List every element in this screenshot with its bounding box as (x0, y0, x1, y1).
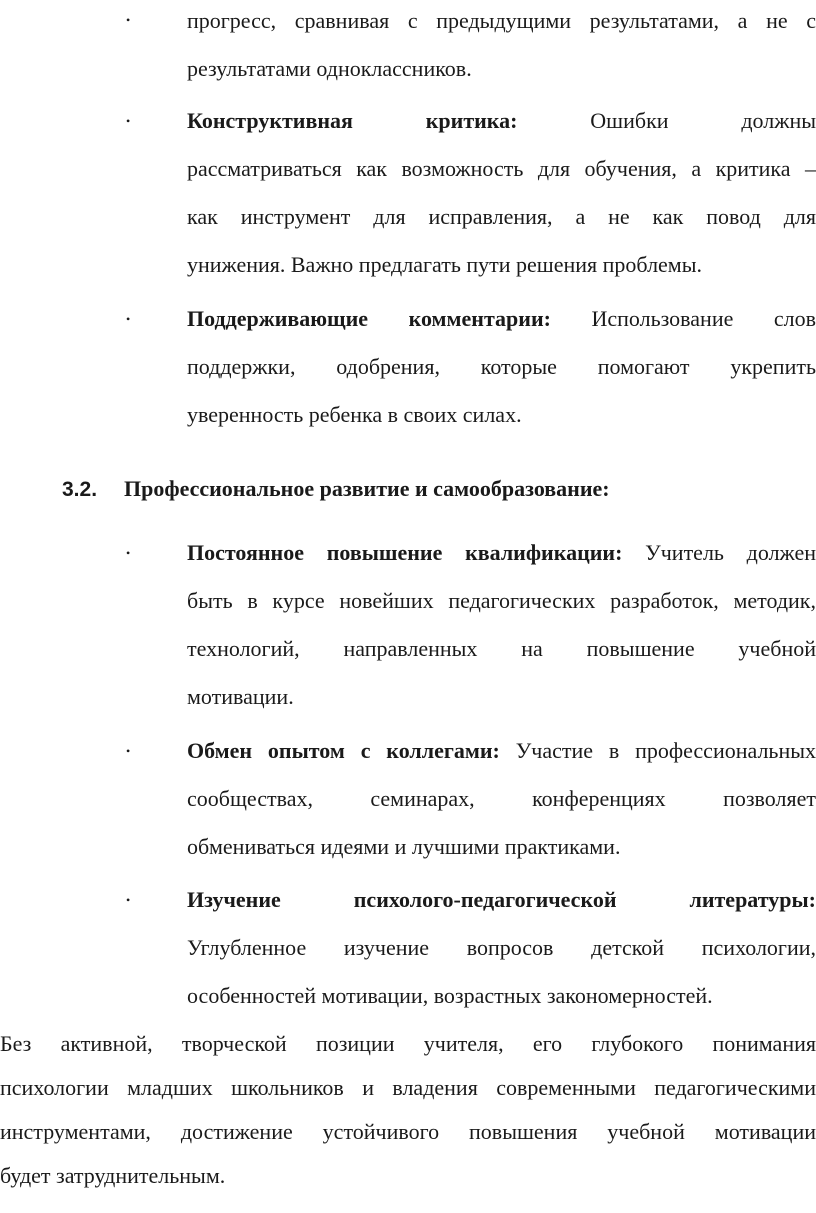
text-line: уверенность ребенка в своих силах. (187, 402, 522, 427)
text-line: прогресс, сравнивая с предыдущими результатами, а не с (187, 8, 816, 33)
item-term: Изучение психолого-педагогической литературы: (187, 887, 816, 912)
list-item-text (187, 529, 816, 721)
text-line: мотивации. (187, 684, 294, 709)
section-title: Профессиональное развитие и самообразование: (124, 476, 610, 501)
conclusion-paragraph (0, 1022, 816, 1198)
text-line: обмениваться идеями и лучшими практиками. (187, 834, 621, 859)
text-line: психологии младших школьников и владения современными педагогическими (0, 1075, 816, 1100)
section-heading (62, 474, 762, 505)
text-line (187, 727, 816, 775)
text-line: инструментами, достижение устойчивого повышения учебной мотивации (0, 1119, 816, 1144)
item-term: Поддерживающие комментарии: (187, 306, 551, 331)
text-line: сообществах, семинарах, конференциях позволяет (187, 786, 816, 811)
text-line: Углубленное изучение вопросов детской психологии, (187, 935, 816, 960)
item-text: Учитель должен (645, 540, 816, 565)
text-line: поддержки, одобрения, которые помогают укрепить (187, 354, 816, 379)
text-line: будет затруднительным. (0, 1163, 226, 1188)
text-line: быть в курсе новейших педагогических разработок, методик, (187, 588, 816, 613)
text-line: технологий, направленных на повышение учебной (187, 636, 816, 661)
text-line: результатами одноклассников. (187, 56, 472, 81)
item-text: Участие в профессиональных (515, 738, 816, 763)
item-term: Постоянное повышение квалификации: (187, 540, 623, 565)
item-text: Ошибки должны (590, 108, 816, 133)
text-line: как инструмент для исправления, а не как повод для (187, 204, 816, 229)
list-item-text (187, 295, 816, 439)
text-line: рассматриваться как возможность для обучения, а критика – (187, 156, 816, 181)
text-line: Без активной, творческой позиции учителя, его глубокого понимания (0, 1031, 816, 1056)
item-term: Обмен опытом с коллегами: (187, 738, 500, 763)
list-item-text (187, 0, 816, 93)
item-text: Использование слов (591, 306, 816, 331)
text-line: унижения. Важно предлагать пути решения проблемы. (187, 252, 703, 277)
list-item-text (187, 876, 816, 1020)
bullet-marker: • (126, 546, 131, 560)
text-line (187, 529, 816, 577)
text-line (187, 295, 816, 343)
bullet-marker: • (126, 114, 131, 128)
item-term: Конструктивная критика: (187, 108, 518, 133)
list-item-text (187, 727, 816, 871)
list-item-text (187, 97, 816, 289)
bullet-marker: • (126, 893, 131, 907)
bullet-marker: • (126, 744, 131, 758)
text-line: особенностей мотивации, возрастных закономерностей. (187, 983, 713, 1008)
text-line (187, 97, 816, 145)
bullet-marker: • (126, 312, 131, 326)
bullet-marker: • (126, 13, 131, 27)
section-number: 3.2. (62, 478, 98, 501)
